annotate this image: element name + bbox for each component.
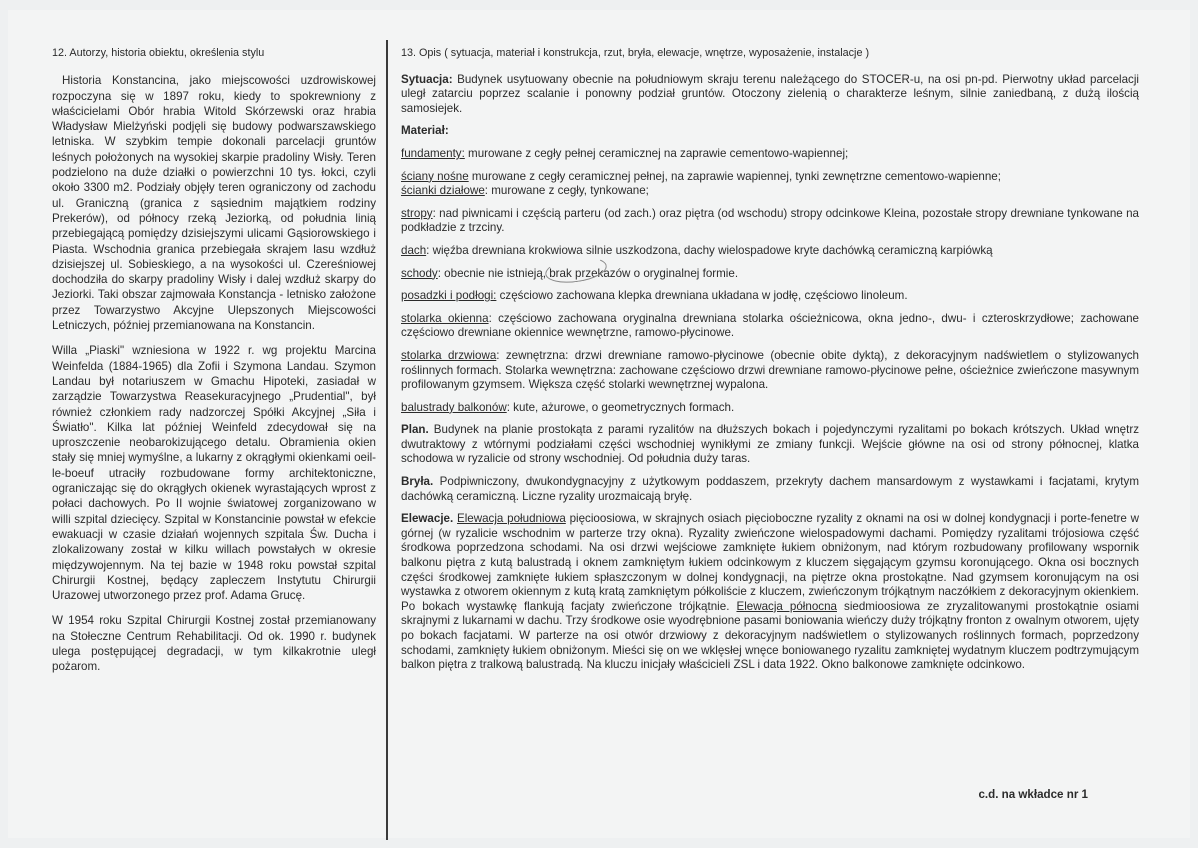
balustrady-label: balustrady balkonów bbox=[401, 400, 507, 414]
schody-label: schody bbox=[401, 266, 438, 280]
elewacja-polnocna-text: siedmioosiowa ze zryzalitowanymi prostokątnie osiami skrajnymi z lukarnami w dachu. Trzy środkowe osie wyodrębnione pasami boniowania wieńczy duży trójkątny fronton z owalnym otworem, ujęty po bokach facjatami. W parterze na osi otwór drzwiowy z dekoracyjnym nadświetlem o stylizowanych roślinnych formach, poprzedzony schodami, zamknięty łukiem obniżonym. Mieści się on we wklęsłej wnęce boniowanego ryzalitu zamkniętej wydatnym kluczem podtrzymującym balkon piętra z tralkową balustradą. Na kluczu inicjały właścicieli ZSL i data 1922. Okno balkonowe zamknięte odcinkowo. bbox=[401, 599, 1139, 672]
elewacje-label: Elewacje. bbox=[401, 512, 454, 526]
plan-paragraph bbox=[401, 423, 1139, 467]
sciany-label: ściany nośne bbox=[401, 169, 469, 183]
plan-text: Budynek na planie prostokąta z parami ryzalitów na dłuższych bokach i pojedynczymi ryzalitami po bokach krótszych. Układ wnętrz dwutraktowy z wtórnymi podziałami części wschodniej wynikłymi ze zmiany funkcji. Wejście główne na osi od strony północnej, klatka schodowa w ryzalicie od strony wschodniej. Od południa duży taras. bbox=[401, 423, 1139, 466]
elewacje-paragraph bbox=[401, 512, 1139, 673]
sytuacja-label: Sytuacja: bbox=[401, 72, 453, 86]
column-divider bbox=[386, 40, 388, 840]
schody-paragraph bbox=[401, 267, 1139, 282]
sytuacja-paragraph bbox=[401, 73, 1139, 117]
history-paragraph-1: Historia Konstancina, jako miejscowości uzdrowiskowej rozpoczyna się w 1897 roku, kiedy to spokrewniony z właścicielami Obór hrabia Witold Skórzewski oraz hrabia Władysław Mielżyński podjęli się budowy podwarszawskiego letniska. W szybkim tempie dokonali parcelacji gruntów leśnych położonych na wysokiej skarpie pradoliny Wisły. Teren podzielono na duże działki o powierzchni 10 tys. łokci, czyli około 3300 m2. Podziały objęły teren ograniczony od zachodu ul. Graniczną (granica z sąsiednim majątkiem rodziny Prekerów), od północy rzeką Jeziorką, od południa linią przebiegającą pomiędzy dzisiejszymi ulicami Gąsiorowskiego i Piasta. Wschodnia granica przebiegała skrajem lasu wzdłuż dzisiejszej ul. Sobieskiego, a na wysokości ul. Czereśniowej dochodziła do skarpy pradoliny Wisły i dalej wzdłuż skarpy do Jeziorki. Taki obszar zajmowała Konstancja - letnisko założone przez Towarzystwo Akcyjne Ulepszonych Miejscowości Letniczych, później przemianowana na Konstancin. bbox=[52, 74, 376, 333]
material-heading: Materiał: bbox=[401, 124, 449, 138]
sciany-text: murowane z cegły ceramicznej pełnej, na zaprawie wapiennej, tynki zewnętrzne cementowo-wapienne; bbox=[468, 169, 1001, 183]
elewacja-poludniowa-text: pięcioosiowa, w skrajnych osiach pięcioboczne ryzality z oknami na osi w dolnej kondygnacji i porte-fenetre w górnej (w ryzalicie wschodnim w parterze trzy okna). Ryzality zwieńczone wielospadowymi dachami. Pomiędzy ryzalitami trójosiowa część środkowa poprzedzona schodami. Na osi drzwi wejściowe zamknięte łukiem obniżonym, nad którym rozbudowany profilowany wspornik balkonu piętra z kutą balustradą i oknem zamkniętym łukiem odcinkowym z kluczem sięgającym gzymsu koronującego. Okna osi bocznych części środkowej zamknięte łukiem spłaszczonym w dolnej kondygnacji, na piętrze okna prostokątne. Nad gzymsem koronującym na osi wystawka z otworem okiennym z kutą kratą zamkniętym półkoliście z kluczem, zwieńczonym trójkątnym naczółkiem z dekoracyjnym okienkiem. Po bokach wystawkę flankują facjaty zwieńczone trójkątnie. bbox=[401, 512, 1139, 613]
plan-label: Plan. bbox=[401, 423, 429, 437]
fundamenty-paragraph bbox=[401, 147, 1139, 162]
stolarka-drzwiowa-label: stolarka drzwiowa bbox=[401, 348, 497, 362]
stropy-label: stropy bbox=[401, 206, 433, 220]
stolarka-okienna-text: : częściowo zachowana oryginalna drewniana stolarka ościeżnicowa, okna jedno-, dwu- i czteroskrzydłowe; zachowane częściowo drewniane okiennice wewnętrzne, ramowo-płycinowe. bbox=[401, 311, 1139, 340]
stolarka-drzwiowa-paragraph bbox=[401, 349, 1139, 393]
stolarka-okienna-label: stolarka okienna bbox=[401, 311, 489, 325]
left-column bbox=[52, 46, 376, 685]
balustrady-paragraph bbox=[401, 401, 1139, 416]
dach-text: : więźba drewniana krokwiowa silnie uszkodzona, dachy wielospadowe kryte dachówką ceramiczną karpiówką bbox=[426, 243, 993, 257]
schody-text: : obecnie nie istnieją, brak przekazów o oryginalnej formie. bbox=[437, 266, 739, 280]
scianki-text: : murowane z cegły, tynkowane; bbox=[484, 184, 649, 198]
sytuacja-text: Budynek usytuowany obecnie na południowym skraju terenu należącego do STOCER-u, na osi pn-pd. Pierwotny układ parcelacji uległ zatarciu poprzez scalanie i ponowny podział gruntów. Otoczony zielenią o charakterze leśnym, silnie zaniedbaną, z dużą ilością samosiejek. bbox=[401, 72, 1139, 115]
bryla-label: Bryła. bbox=[401, 475, 434, 489]
dach-paragraph bbox=[401, 244, 1139, 259]
stropy-paragraph bbox=[401, 207, 1139, 236]
fundamenty-text: murowane z cegły pełnej ceramicznej na zaprawie cementowo-wapiennej; bbox=[464, 146, 849, 160]
posadzki-paragraph bbox=[401, 289, 1139, 304]
stolarka-okienna-paragraph bbox=[401, 312, 1139, 341]
dach-label: dach bbox=[401, 243, 427, 257]
posadzki-label: posadzki i podłogi: bbox=[401, 289, 497, 303]
right-column bbox=[401, 46, 1139, 681]
history-paragraph-3: W 1954 roku Szpital Chirurgii Kostnej został przemianowany na Stołeczne Centrum Rehabilitacji. Od ok. 1990 r. budynek ulega postępującej degradacji, w tym kilkakrotnie uległ pożarom. bbox=[52, 614, 376, 674]
continuation-note: c.d. na wkładce nr 1 bbox=[978, 788, 1088, 801]
scianki-label: ścianki działowe bbox=[401, 184, 485, 198]
elewacja-poludniowa-label: Elewacja południowa bbox=[456, 512, 566, 526]
posadzki-text: częściowo zachowana klepka drewniana układana w jodłę, częściowo linoleum. bbox=[496, 289, 908, 303]
left-header: 12. Autorzy, historia obiektu, określenia stylu bbox=[52, 47, 265, 59]
bryla-text: Podpiwniczony, dwukondygnacyjny z użytkowym poddaszem, przekryty dachem mansardowym z wystawkami i facjatami, krytym dachówką ceramiczną. Liczne ryzality urozmaicają bryłę. bbox=[401, 475, 1139, 503]
fundamenty-label: fundamenty: bbox=[401, 146, 465, 160]
bryla-paragraph bbox=[401, 475, 1139, 504]
sciany-paragraph bbox=[401, 170, 1139, 199]
history-paragraph-2: Willa „Piaski" wzniesiona w 1922 r. wg projektu Marcina Weinfelda (1884-1965) dla Zofii i Szymona Landau. Szymon Landau był notariuszem w Gmachu Hipoteki, zasiadał w zarządzie Towarzystwa Reasekuracyjnego „Prudential", był również członkiem rady nadzorczej Spółki Akcyjnej „Siła i Światło". Kilka lat później Weinfeld zdecydował się na uproszczenie neobarokizującego detalu. Obramienia okien stały się mniej wymyślne, a lukarny z okrągłymi okienkami oeil-le-boeuf utraciły rozbudowane formy architektoniczne, ograniczając się do okrągłych okienek wyrastających wprost z połaci dachowych. Po II wojnie światowej zorganizowano w willi szpital dziecięcy. Szpital w Konstancinie powstał w efekcie ewakuacji w czasie działań wojennych szpitala Św. Ducha i zlokalizowany został w kilku willach powstałych w okresie międzywojennym. Na tej bazie w 1948 roku powstał szpital Chirurgii Kostnej, będący zapleczem Instytutu Chirurgii Urazowej utworzonego przez prof. Adama Grucę. bbox=[52, 344, 376, 603]
stolarka-drzwiowa-text: : zewnętrzna: drzwi drewniane ramowo-płycinowe (obecnie obite dyktą), z dekoracyjnym nadświetlem o stylizowanych roślinnych formach. Stolarka wewnętrzna: zachowane częściowo drzwi drewniane ramowo-płycinowe pełne, ościeżnice zwieńczone masywnym profilowanym gzymsem. Większa część stolarki wewnętrznej wypalona. bbox=[401, 348, 1139, 392]
balustrady-text: : kute, ażurowe, o geometrycznych formach. bbox=[506, 400, 735, 414]
right-header: 13. Opis ( sytuacja, materiał i konstrukcja, rzut, bryła, elewacje, wnętrze, wyposażenie, instalacje ) bbox=[401, 47, 870, 59]
elewacja-polnocna-label: Elewacja północna bbox=[736, 599, 837, 613]
stropy-text: : nad piwnicami i częścią parteru (od zach.) oraz piętra (od wschodu) stropy odcinkowe Kleina, pozostałe stropy drewniane tynkowane na podkładzie z trzciny. bbox=[401, 206, 1139, 235]
